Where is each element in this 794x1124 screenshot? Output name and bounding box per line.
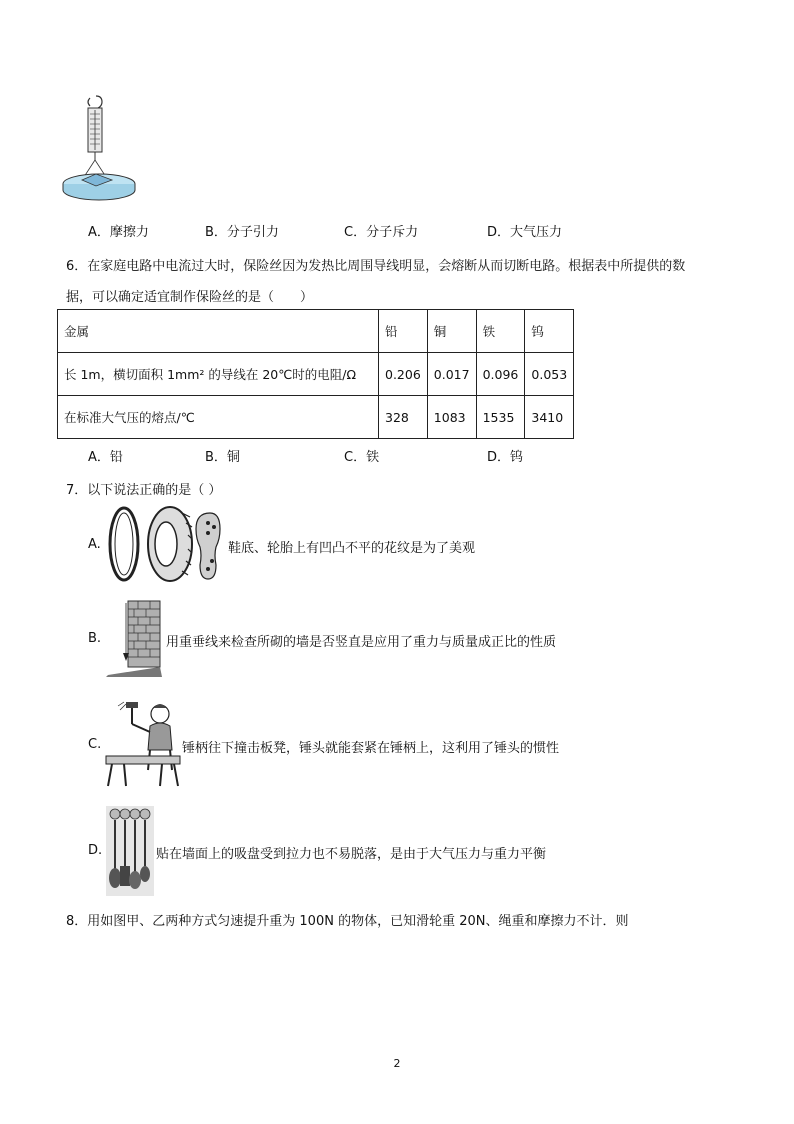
q7-item-a-letter: A. — [88, 537, 101, 552]
q5-option-c: C．分子斥力 — [344, 225, 419, 240]
q7-stem: 7．以下说法正确的是（ ） — [66, 483, 222, 498]
q6-option-b: B．铜 — [205, 450, 240, 465]
hammer-on-bench-figure — [104, 698, 182, 788]
spring-scale-water-figure — [60, 94, 142, 202]
table-cell: 1535 — [476, 396, 525, 439]
q5-option-b: B．分子引力 — [205, 225, 279, 240]
q6-option-d: D．钨 — [487, 450, 524, 465]
table-row — [58, 310, 574, 353]
tires-and-shoe-sole-figure — [104, 505, 228, 583]
q7-item-c-text: 锤柄往下撞击板凳，锤头就能套紧在锤柄上，这利用了锤头的惯性 — [182, 741, 560, 756]
q7-item-b-text: 用重垂线来检查所砌的墙是否竖直是应用了重力与质量成正比的性质 — [166, 635, 557, 650]
table-cell: 0.096 — [476, 353, 525, 396]
table-row — [58, 353, 574, 396]
table-row — [58, 396, 574, 439]
q7-item-d-letter: D. — [88, 843, 103, 858]
table-cell: 1083 — [427, 396, 476, 439]
brick-wall-plumb-line-figure — [104, 597, 164, 679]
table-cell: 铅 — [379, 310, 428, 353]
q7-item-b-letter: B. — [88, 631, 102, 646]
q5-option-d: D．大气压力 — [487, 225, 563, 240]
metal-properties-table — [57, 309, 574, 439]
table-cell: 长 1m，横切面积 1mm² 的导线在 20℃时的电阻/Ω — [58, 353, 379, 396]
q7-item-d-text: 贴在墙面上的吸盘受到拉力也不易脱落，是由于大气压力与重力平衡 — [156, 847, 547, 862]
q6-stem-line1: 6．在家庭电路中电流过大时，保险丝因为发热比周围导线明显，会熔断从而切断电路。根据表中所提供的数 — [66, 259, 686, 274]
q7-item-c-letter: C. — [88, 737, 102, 752]
table-cell: 在标准大气压的熔点/℃ — [58, 396, 379, 439]
suction-cup-hooks-utensils-figure — [106, 806, 154, 896]
table-cell: 0.206 — [379, 353, 428, 396]
q7-item-a-text: 鞋底、轮胎上有凹凸不平的花纹是为了美观 — [228, 541, 476, 556]
table-cell: 0.053 — [525, 353, 574, 396]
q6-stem-line2: 据，可以确定适宜制作保险丝的是（ ） — [66, 290, 314, 305]
table-cell: 3410 — [525, 396, 574, 439]
table-cell: 金属 — [58, 310, 379, 353]
table-cell: 铜 — [427, 310, 476, 353]
table-cell: 0.017 — [427, 353, 476, 396]
q6-option-a: A．铅 — [88, 450, 123, 465]
table-cell: 328 — [379, 396, 428, 439]
q5-option-a: A．摩擦力 — [88, 225, 149, 240]
table-cell: 钨 — [525, 310, 574, 353]
q6-option-c: C．铁 — [344, 450, 380, 465]
table-cell: 铁 — [476, 310, 525, 353]
q8-stem: 8．用如图甲、乙两种方式匀速提升重为 100N 的物体，已知滑轮重 20N、绳重和摩擦力不计．则 — [66, 914, 629, 929]
page-number: 2 — [393, 1057, 401, 1070]
